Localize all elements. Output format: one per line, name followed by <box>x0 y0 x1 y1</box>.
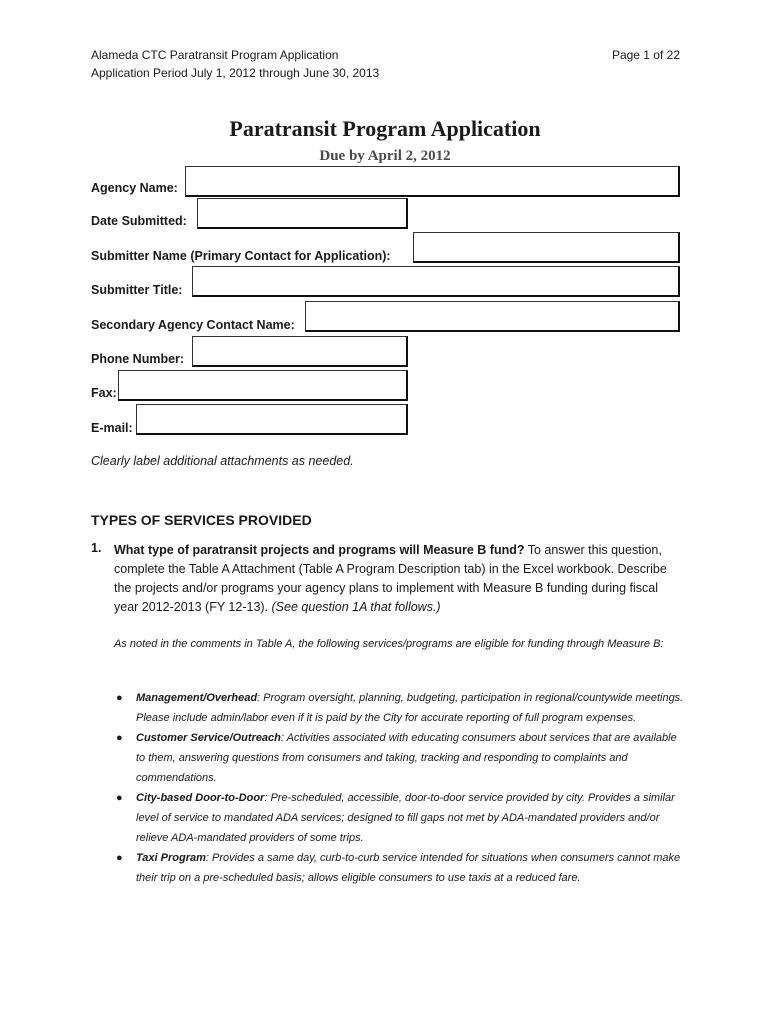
service-term: Customer Service/Outreach <box>136 732 281 744</box>
phone-label: Phone Number: <box>91 352 185 366</box>
bullet-icon: ● <box>116 852 123 864</box>
bullet-icon: ● <box>116 732 123 744</box>
service-desc: : Program oversight, planning, budgeting, participation in regional/countywide meetings. Please include admin/labor even if it is paid by the City for accurate reporting of full program expenses. <box>136 692 684 724</box>
service-term: City-based Door-to-Door <box>136 792 265 804</box>
eligibility-intro: As noted in the comments in Table A, the following services/programs are eligible for funding through Measure B: <box>114 638 664 650</box>
list-item <box>114 728 684 788</box>
due-date: Due by April 2, 2012 <box>319 148 451 164</box>
question-number: 1. <box>91 541 102 555</box>
bullet-icon: ● <box>116 692 123 704</box>
submitter-name-field[interactable] <box>413 232 680 263</box>
secondary-contact-field[interactable] <box>305 301 680 332</box>
service-term: Taxi Program <box>136 852 206 864</box>
email-field[interactable] <box>136 404 408 435</box>
submitter-title-field[interactable] <box>192 266 680 297</box>
header-title: Alameda CTC Paratransit Program Application <box>91 48 339 62</box>
fax-field[interactable] <box>118 370 408 401</box>
email-label: E-mail: <box>91 421 133 435</box>
attachments-note: Clearly label additional attachments as needed. <box>91 454 354 468</box>
service-desc: : Provides a same day, curb-to-curb service intended for situations when consumers cannot make their trip on a pre-scheduled basis; allows eligible consumers to use taxis at a reduced fare. <box>136 852 681 884</box>
bullet-icon: ● <box>116 792 123 804</box>
agency-name-label: Agency Name: <box>91 181 178 195</box>
question-1 <box>114 541 680 617</box>
question-1-bold: What type of paratransit projects and programs will Measure B fund? <box>114 543 525 557</box>
agency-name-field[interactable] <box>185 166 680 197</box>
page-title: Paratransit Program Application <box>229 116 541 141</box>
page-number: Page 1 of 22 <box>611 48 680 62</box>
fax-label: Fax: <box>91 386 117 400</box>
phone-field[interactable] <box>192 336 408 367</box>
list-item <box>114 788 684 848</box>
submitter-title-label: Submitter Title: <box>91 283 183 297</box>
header-period: Application Period July 1, 2012 through June 30, 2013 <box>91 66 380 80</box>
services-list <box>114 688 684 888</box>
question-1-text: To answer this question, complete the Table A Attachment (Table A Program Description tab) in the Excel workbook. Describe the projects and/or programs your agency plans to implement with Measure B funding during fiscal year 2012-2013 (FY 12-13). <box>114 543 667 614</box>
list-item <box>114 848 684 888</box>
submitter-name-label: Submitter Name (Primary Contact for Application): <box>91 249 391 263</box>
date-submitted-label: Date Submitted: <box>91 214 187 228</box>
secondary-contact-label: Secondary Agency Contact Name: <box>91 318 295 332</box>
question-1-italic: (See question 1A that follows.) <box>271 600 441 614</box>
service-desc: : Pre-scheduled, accessible, door-to-door service provided by city. Provides a similar level of service to mandated ADA services; designed to fill gaps not met by ADA-mandated providers and/or relieve ADA-mandated providers of some trips. <box>136 792 675 844</box>
list-item <box>114 688 684 728</box>
service-desc: : Activities associated with educating consumers about services that are available to them, answering questions from consumers and taking, tracking and responding to complaints and commendations. <box>136 732 677 784</box>
service-term: Management/Overhead <box>136 692 258 704</box>
section-heading: TYPES OF SERVICES PROVIDED <box>91 512 312 528</box>
date-submitted-field[interactable] <box>197 198 408 229</box>
